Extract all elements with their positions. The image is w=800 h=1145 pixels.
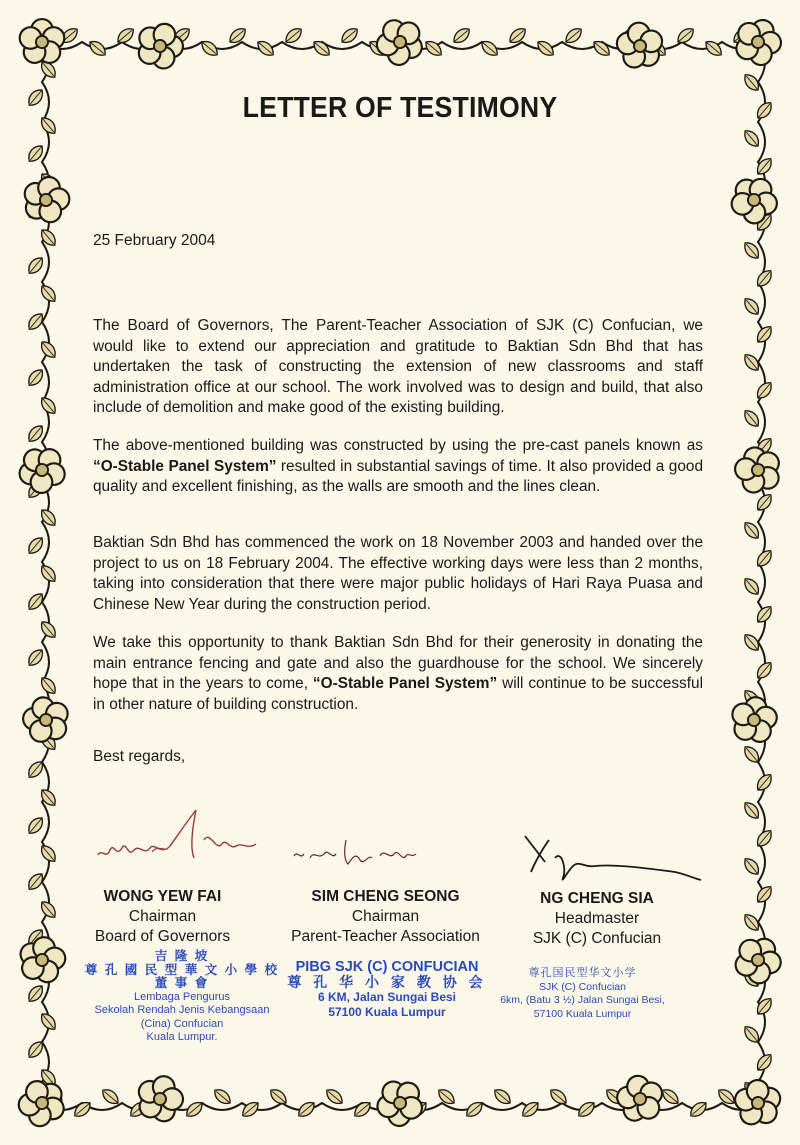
product-name: “O-Stable Panel System”	[312, 675, 498, 692]
stamp-line: 57100 Kuala Lumpur	[533, 1007, 632, 1020]
stamp-board-of-governors	[72, 950, 292, 1045]
closing: Best regards,	[93, 748, 186, 765]
signatory-title: Chairman	[351, 908, 420, 925]
letter-date: 25 February 2004	[93, 232, 216, 249]
stamp-line: Sekolah Rendah Jenis Kebangsaan	[94, 1004, 270, 1016]
signatory-title: Headmaster	[554, 910, 640, 927]
stamp-line: 吉 隆 坡	[154, 949, 210, 963]
paragraph-text: The above-mentioned building was constructed by using the pre-cast panels known as	[93, 437, 703, 454]
signature-wong	[92, 800, 262, 880]
paragraph-text: We take this opportunity to thank Baktian Sdn Bhd for their generosity in donating the main entrance fencing and gate and also the guardhouse for the school. We sincerely hope that in the years to come,	[93, 634, 703, 692]
stamp-line: 6 KM, Jalan Sungai Besi	[317, 990, 457, 1004]
stamp-line: 董 事 會	[154, 976, 210, 990]
paragraph-text: resulted in substantial savings of time. It also provided a good quality and excellent finishing, as the walls are smooth and the lines clean.	[93, 457, 704, 495]
signatory-2	[278, 887, 493, 947]
signatory-3	[512, 889, 682, 949]
signature-ng	[505, 828, 705, 898]
signatory-name: NG CHENG SIA	[540, 890, 654, 907]
stamp-line: 尊 孔 國 民 型 華 文 小 學 校	[84, 962, 280, 977]
page-title: LETTER OF TESTIMONY	[242, 92, 558, 124]
paragraph-text: will continue to be successful in other nature of building construction.	[93, 675, 704, 713]
signatory-org: Board of Governors	[94, 928, 231, 945]
stamp-line: 6km, (Batu 3 ½) Jalan Sungai Besi,	[500, 994, 665, 1006]
stamp-line: SJK (C) Confucian	[539, 980, 626, 993]
signatory-org: SJK (C) Confucian	[532, 930, 662, 947]
paragraph-thanks	[93, 633, 703, 715]
stamp-line: Kuala Lumpur.	[146, 1031, 218, 1043]
stamp-line: 尊 孔 华 小 家 教 协 会	[287, 974, 487, 990]
signatory-title: Chairman	[128, 908, 197, 925]
stamp-pibg	[282, 960, 492, 1020]
stamp-line: 尊孔国民型华文小学	[528, 967, 637, 979]
signatory-name: WONG YEW FAI	[103, 888, 222, 905]
signatory-name: SIM CHENG SEONG	[311, 888, 460, 905]
stamp-school	[495, 967, 670, 1021]
stamp-line: PIBG SJK (C) CONFUCIAN	[295, 959, 479, 975]
stamp-line: 57100 Kuala Lumpur	[328, 1005, 446, 1019]
product-name: “O-Stable Panel System”	[93, 457, 277, 475]
stamp-line: Lembaga Pengurus	[133, 990, 230, 1003]
paragraph-appreciation: The Board of Governors, The Parent-Teacher Association of SJK (C) Confucian, we would like to extend our appreciation and gratitude to Baktian Sdn Bhd that has undertaken the task of constructing the extension of new classrooms and staff administration office at our school. The work involved was to design and build, that also include of demolition and make good of the existing building.	[93, 317, 703, 416]
signature-sim	[290, 830, 420, 880]
signatory-1	[80, 887, 245, 947]
signatory-org: Parent-Teacher Association	[291, 928, 480, 945]
paragraph-schedule: Baktian Sdn Bhd has commenced the work on 18 November 2003 and handed over the project to us on 18 February 2004. The effective working days were less than 2 months, taking into consideration that there were major public holidays of Hari Raya Puasa and Chinese New Year during the construction period.	[93, 534, 703, 613]
paragraph-panel-system	[93, 436, 703, 498]
stamp-line: (Cina) Confucian	[140, 1017, 224, 1030]
